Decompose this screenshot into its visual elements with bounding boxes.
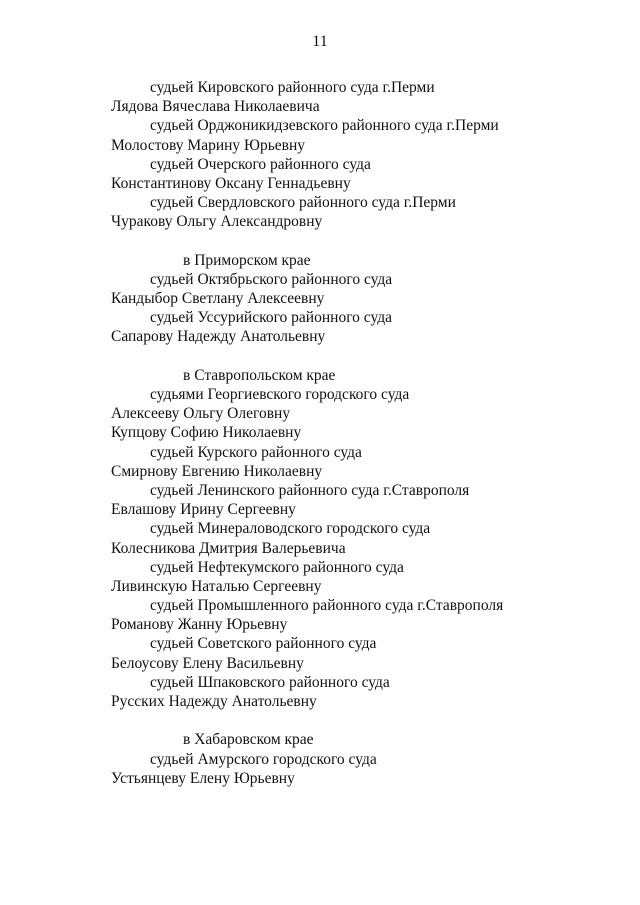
judge-name: Устьянцеву Елену Юрьевну xyxy=(111,769,295,787)
court-line: судьей Свердловского районного суда г.Перми xyxy=(150,194,456,212)
judge-name: Ливинскую Наталью Сергеевну xyxy=(111,577,322,595)
region-heading: в Хабаровском крае xyxy=(183,731,314,749)
court-line: судьей Шпаковского районного суда xyxy=(150,673,390,691)
judge-name: Евлашову Ирину Сергеевну xyxy=(111,501,296,519)
judge-name: Молостову Марину Юрьевну xyxy=(111,136,306,154)
judge-name: Купцову Софию Николаевну xyxy=(111,424,302,442)
section-gap xyxy=(0,711,640,730)
judge-name: Смирнову Евгению Николаевну xyxy=(111,462,323,480)
court-line: судьей Очерского районного суда xyxy=(150,155,371,173)
appointment-list xyxy=(0,78,640,788)
court-line: судьей Курского районного суда xyxy=(150,443,362,461)
court-line: судьей Промышленного районного суда г.Ставрополя xyxy=(150,597,504,615)
region-heading: в Приморском крае xyxy=(183,251,311,269)
court-line: судьей Амурского городского суда xyxy=(150,750,377,768)
section-gap xyxy=(0,232,640,251)
court-line: судьей Кировского районного суда г.Перми xyxy=(150,79,435,96)
court-line: судьей Минераловодского городского суда xyxy=(150,520,431,538)
judge-name: Лядова Вячеслава Николаевича xyxy=(111,98,320,116)
judge-name: Чуракову Ольгу Александровну xyxy=(111,213,323,231)
court-line: судьей Орджоникидзевского районного суда г.Перми xyxy=(150,117,499,135)
judge-name: Русских Надежду Анатольевну xyxy=(111,693,317,710)
court-line: судьей Советского районного суда xyxy=(150,635,377,653)
section-gap xyxy=(0,347,640,366)
court-line: судьей Октябрьского районного суда xyxy=(150,270,393,288)
judge-name: Романову Жанну Юрьевну xyxy=(111,616,288,634)
court-line: судьей Ленинского районного суда г.Ставрополя xyxy=(150,481,470,499)
court-line: судьей Нефтекумского районного суда xyxy=(150,558,404,576)
judge-name: Сапарову Надежду Анатольевну xyxy=(111,328,326,346)
court-line: судьей Уссурийского районного суда xyxy=(150,309,393,327)
judge-name: Алексееву Ольгу Олеговну xyxy=(111,405,291,423)
court-line: судьями Георгиевского городского суда xyxy=(150,386,410,403)
page-number: 11 xyxy=(312,33,328,50)
region-heading: в Ставропольском крае xyxy=(183,366,336,384)
judge-name: Кандыбор Светлану Алексеевну xyxy=(111,290,325,308)
judge-name: Колесникова Дмитрия Валерьевича xyxy=(111,539,346,557)
judge-name: Белоусову Елену Васильевну xyxy=(111,654,304,672)
judge-name: Константинову Оксану Геннадьевну xyxy=(111,174,351,192)
